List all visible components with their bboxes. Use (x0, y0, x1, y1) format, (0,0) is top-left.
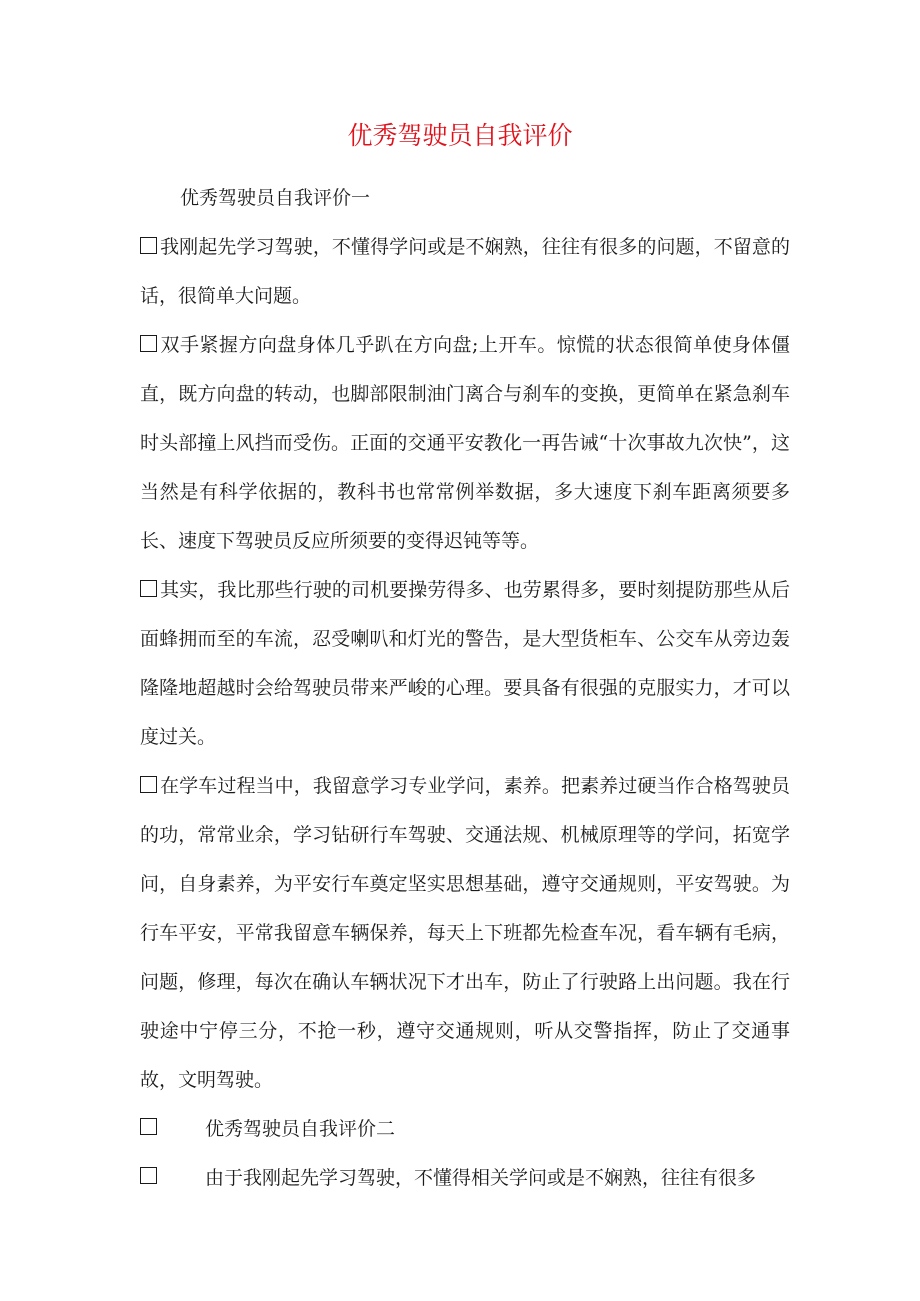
paragraph (140, 223, 790, 321)
checkbox-glyph-icon (140, 237, 157, 254)
paragraph (140, 1154, 790, 1203)
paragraph (140, 762, 790, 1105)
paragraph-text: 我刚起先学习驾驶，不懂得学问或是不娴熟，往往有很多的问题，不留意的话，很简单大问题。 (140, 236, 790, 307)
paragraph-text: 由于我刚起先学习驾驶，不懂得相关学问或是不娴熟，往往有很多 (205, 1167, 757, 1189)
checkbox-glyph-icon (140, 1118, 157, 1135)
paragraph-text: 在学车过程当中，我留意学习专业学问，素养。把素养过硬当作合格驾驶员的功，常常业余，学习钻研行车驾驶、交通法规、机械原理等的学问，拓宽学问，自身素养，为平安行车奠定坚实思想基础，遵守交通规则，平安驾驶。为行车平安，平常我留意车辆保养，每天上下班都先检查车况，看车辆有毛病，问题，修理，每次在确认车辆状况下才出车，防止了行驶路上出问题。我在行驶途中宁停三分，不抢一秒，遵守交通规则，听从交警指挥，防止了交通事故，文明驾驶。 (140, 775, 790, 1091)
document-body (140, 174, 790, 1203)
checkbox-glyph-icon (140, 335, 157, 352)
section-heading-1: 优秀驾驶员自我评价一 (180, 187, 371, 209)
paragraph-text: 双手紧握方向盘身体几乎趴在方向盘;上开车。惊慌的状态很简单使身体僵直，既方向盘的转动，也脚部限制油门离合与刹车的变换，更简单在紧急刹车时头部撞上风挡而受伤。正面的交通平安教化一再告诫“十次事故九次快”，这当然是有科学依据的，教科书也常常例举数据，多大速度下刹车距离须要多长、速度下驾驶员反应所须要的变得迟钝等等。 (140, 334, 790, 552)
paragraph (140, 566, 790, 762)
section-heading-2-row (140, 1105, 790, 1154)
document-title: 优秀驾驶员自我评价 (347, 121, 573, 150)
checkbox-glyph-icon (140, 776, 157, 793)
checkbox-glyph-icon (140, 580, 157, 597)
paragraph (140, 321, 790, 566)
paragraph-text: 其实，我比那些行驶的司机要操劳得多、也劳累得多，要时刻提防那些从后面蜂拥而至的车流，忍受喇叭和灯光的警告，是大型货柜车、公交车从旁边轰隆隆地超越时会给驾驶员带来严峻的心理。要具备有很强的克服实力，才可以度过关。 (140, 579, 790, 748)
section-heading-2: 优秀驾驶员自我评价二 (205, 1118, 396, 1140)
checkbox-glyph-icon (140, 1167, 157, 1184)
